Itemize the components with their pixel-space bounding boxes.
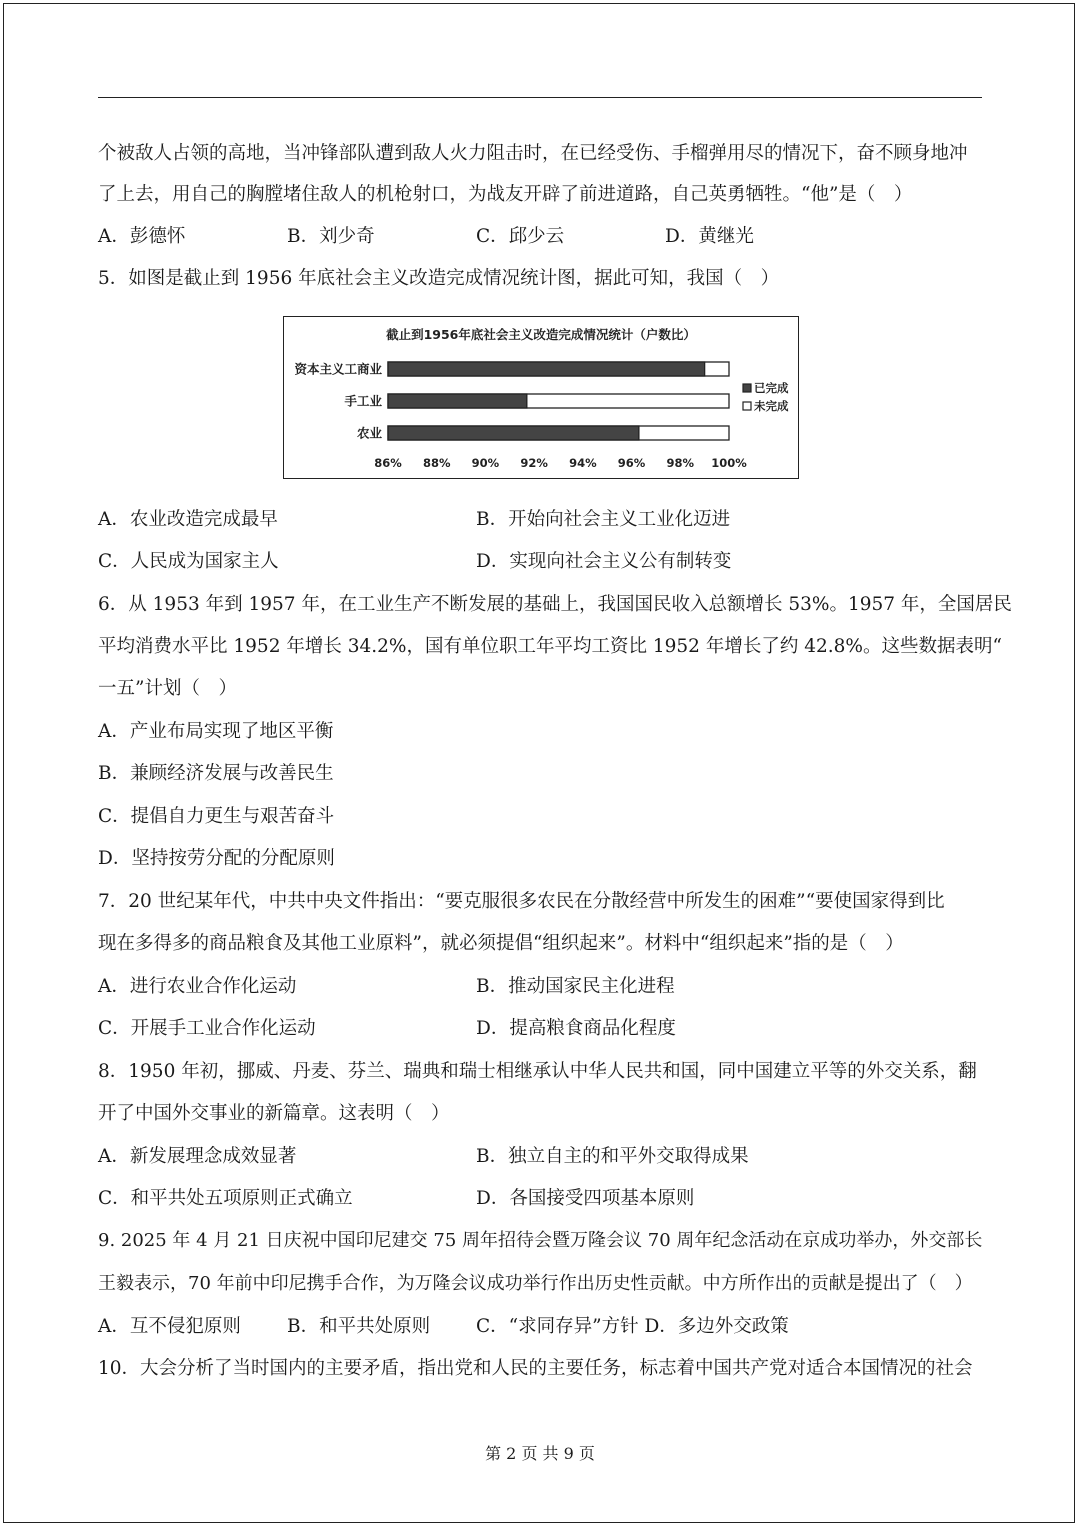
x-tick-label-3: 92%	[520, 456, 548, 470]
q5-option-d: D．实现向社会主义公有制转变	[476, 551, 732, 572]
q8-stem-line-1: 8．1950 年初，挪威、丹麦、芬兰、瑞典和瑞士相继承认中华人民共和国，同中国建立平等的外交关系，翻	[98, 1061, 977, 1082]
q6-stem-line-1: 6．从 1953 年到 1957 年，在工业生产不断发展的基础上，我国国民收入总额增长 53%。1957 年，全国居民	[98, 594, 1012, 615]
q9-option-c-d: C．“求同存异”方针 D．多边外交政策	[476, 1316, 789, 1337]
q6-stem-line-2: 平均消费水平比 1952 年增长 34.2%，国有单位职工年平均工资比 1952 年增长了约 42.8%。这些数据表明“	[98, 636, 1002, 657]
q10-stem-line-1: 10．大会分析了当时国内的主要矛盾，指出党和人民的主要任务，标志着中国共产党对适合本国情况的社会	[98, 1358, 973, 1379]
x-tick-label-7: 100%	[711, 456, 747, 470]
q7-option-d: D．提高粮食商品化程度	[476, 1018, 676, 1039]
bar-completed-1	[388, 394, 527, 408]
completion-chart	[283, 316, 799, 479]
legend-swatch-1	[743, 402, 751, 410]
bar-completed-2	[388, 426, 639, 440]
q8-option-a: A．新发展理念成效显著	[98, 1146, 297, 1167]
page-footer: 第 2 页 共 9 页	[485, 1444, 595, 1463]
legend-label-1: 未完成	[754, 399, 789, 413]
category-label-2: 农业	[356, 425, 382, 441]
category-label-1: 手工业	[344, 393, 382, 409]
q7-option-c: C．开展手工业合作化运动	[98, 1018, 316, 1039]
x-tick-label-0: 86%	[374, 456, 402, 470]
q4-option-d: D．黄继光	[665, 226, 754, 247]
x-tick-label-4: 94%	[569, 456, 597, 470]
q7-option-a: A．进行农业合作化运动	[98, 976, 297, 997]
x-tick-label-1: 88%	[422, 456, 451, 470]
chart-title: 截止到1956年底社会主义改造完成情况统计（户数比）	[386, 327, 696, 342]
q7-stem-line-1: 7．20 世纪某年代，中共中央文件指出：“要克服很多农民在分散经营中所发生的困难”“要使国家得到比	[98, 891, 945, 912]
legend-swatch-0	[743, 384, 751, 392]
q8-option-d: D．各国接受四项基本原则	[476, 1188, 695, 1209]
q9-stem-line-1: 9. 2025 年 4 月 21 日庆祝中国印尼建交 75 周年招待会暨万隆会议 70 周年纪念活动在京成功举办，外交部长	[98, 1230, 983, 1251]
x-tick-label-2: 90%	[471, 456, 500, 470]
x-tick-label-6: 98%	[666, 456, 695, 470]
q5-stem: 5．如图是截止到 1956 年底社会主义改造完成情况统计图，据此可知，我国（ ）	[98, 268, 780, 289]
q4-option-a: A．彭德怀	[98, 226, 186, 247]
chart-svg	[284, 317, 798, 478]
q4-stem-line-1: 个被敌人占领的高地，当冲锋部队遭到敌人火力阻击时，在已经受伤、手榴弹用尽的情况下，奋不顾身地冲	[98, 143, 968, 164]
q8-stem-line-2: 开了中国外交事业的新篇章。这表明（ ）	[98, 1103, 450, 1124]
header-rule	[98, 97, 982, 98]
bar-completed-0	[388, 362, 705, 376]
category-label-0: 资本主义工商业	[294, 361, 382, 377]
q9-option-a: A．互不侵犯原则	[98, 1316, 241, 1337]
q5-option-b: B．开始向社会主义工业化迈进	[476, 509, 731, 530]
q6-option-a: A．产业布局实现了地区平衡	[98, 721, 334, 742]
q6-option-c: C．提倡自力更生与艰苦奋斗	[98, 806, 335, 827]
q6-stem-line-3: 一五”计划（ ）	[98, 678, 237, 699]
q6-option-b: B．兼顾经济发展与改善民生	[98, 763, 334, 784]
q6-option-d: D．坚持按劳分配的分配原则	[98, 848, 335, 869]
q9-stem-line-2: 王毅表示，70 年前中印尼携手合作，为万隆会议成功举行作出历史性贡献。中方所作出的贡献是提出了（ ）	[98, 1273, 973, 1294]
legend-label-0: 已完成	[754, 381, 789, 395]
q7-stem-line-2: 现在多得多的商品粮食及其他工业原料”，就必须提倡“组织起来”。材料中“组织起来”指的是（ ）	[98, 933, 904, 954]
q9-option-b: B．和平共处原则	[287, 1316, 431, 1337]
q5-option-a: A．农业改造完成最早	[98, 509, 278, 530]
q5-option-c: C．人民成为国家主人	[98, 551, 279, 572]
q4-option-c: C．邱少云	[476, 226, 565, 247]
q7-option-b: B．推动国家民主化进程	[476, 976, 675, 997]
q4-option-b: B．刘少奇	[287, 226, 375, 247]
q4-stem-line-2: 了上去，用自己的胸膛堵住敌人的机枪射口，为战友开辟了前进道路，自己英勇牺牲。“他”是（ ）	[98, 184, 913, 205]
x-tick-label-5: 96%	[617, 456, 646, 470]
q8-option-b: B．独立自主的和平外交取得成果	[476, 1146, 749, 1167]
q8-option-c: C．和平共处五项原则正式确立	[98, 1188, 353, 1209]
